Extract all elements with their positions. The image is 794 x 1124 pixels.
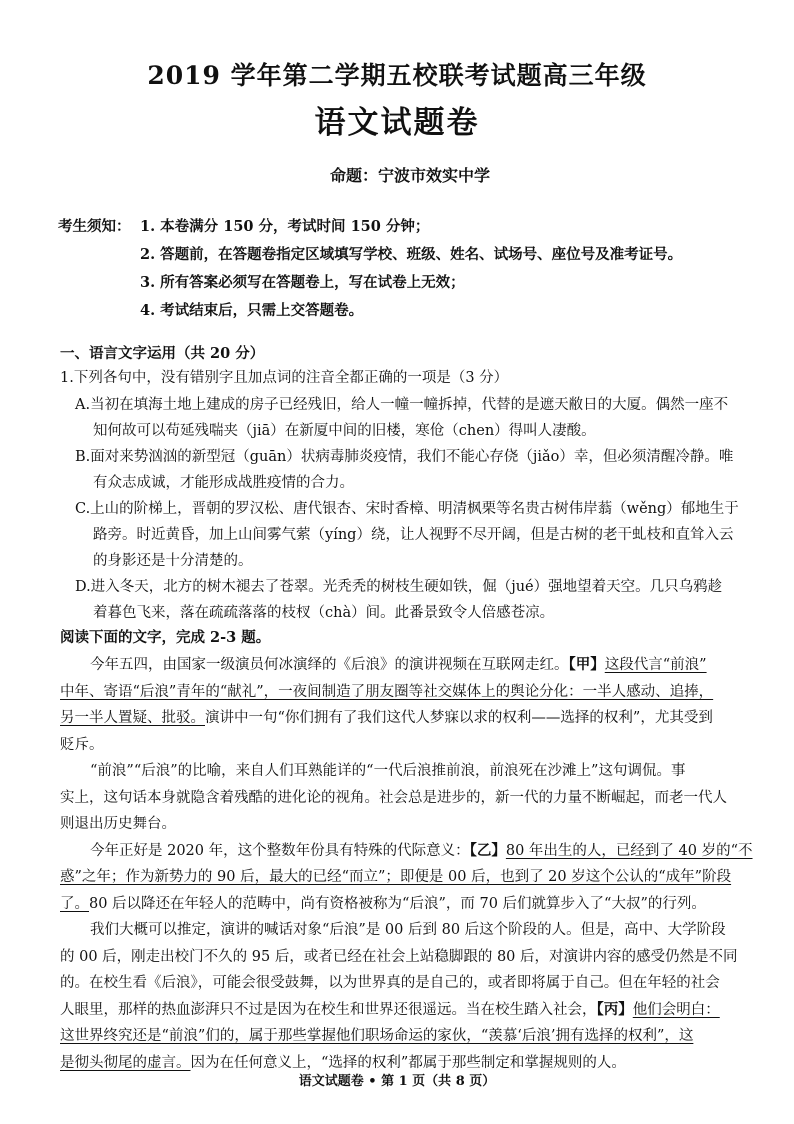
underlined-text: 中年、寄语“后浪”青年的“献礼”，一夜间制造了朋友圈等社交媒体上的舆论分化：一半人感动、追捧， (60, 683, 714, 700)
text-run: 演讲中一句“你们拥有了我们这代人梦寐以求的权利——选择的权利”，尤其受到 (205, 710, 713, 726)
passage-paragraph-3 (60, 838, 760, 918)
page-footer: 语文试题卷 • 第 1 页（共 8 页） (298, 1074, 496, 1089)
text-run: “前浪”“后浪”的比喻，来自人们耳熟能详的“一代后浪推前浪，前浪死在沙滩上”这句调侃。事 (90, 763, 686, 779)
question-stem: 1.下列各句中，没有错别字且加点词的注音全都正确的一项是（3 分） (60, 370, 509, 386)
marker-bing: 【丙】 (596, 1000, 633, 1018)
text-run: 今年正好是 2020 年，这个整数年份具有特殊的代际意义： (90, 842, 470, 859)
passage-paragraph-2 (60, 758, 760, 838)
text-run: 的 00 后，刚走出校门不久的 95 后，或者已经在社会上站稳脚跟的 80 后，对演讲内容的感受仍然是不同 (60, 948, 738, 965)
notice-item: 3. 所有答案必须写在答题卷上，写在试卷上无效； (140, 274, 465, 291)
underlined-text: 是彻头彻尾的虚言。 (60, 1054, 191, 1071)
underlined-text: 这段代言“前浪” (604, 657, 707, 673)
underlined-text: 80 年出生的人，已经到了 40 岁的“不 (505, 842, 753, 859)
text-run: 因为在任何意义上，“选择的权利”都属于那些制定和掌握规则的人。 (190, 1054, 626, 1071)
exam-content (60, 343, 760, 1076)
option-a (60, 392, 760, 444)
text-run: 的。在校生看《后浪》，可能会很受鼓舞，以为世界真的是自己的，或者即将属于自己。但在年轻的社会 (60, 975, 720, 991)
marker-jia: 【甲】 (568, 656, 605, 673)
option-line: 路旁。时近黄昏，加上山间雾气萦（yíng）绕，让人视野不尽开阔，但是古树的老干虬枝和直耸入云 (93, 527, 734, 543)
notice-item: 1. 本卷满分 150 分，考试时间 150 分钟； (140, 218, 430, 235)
underlined-text: 另一半人置疑、批驳。 (60, 710, 205, 726)
option-c (60, 496, 760, 574)
marker-yi: 【乙】 (469, 841, 506, 859)
underlined-text: 了。 (60, 895, 89, 912)
text-run: 今年五四，由国家一级演员何冰演绎的《后浪》的演讲视频在互联网走红。 (90, 657, 569, 673)
option-line: C.上山的阶梯上，晋朝的罗汉松、唐代银杏、宋时香樟、明清枫栗等名贵古树伟岸蓊（wěng）郁地生于 (75, 501, 739, 517)
option-line: 有众志成诚，才能形成战胜疫情的合力。 (93, 475, 354, 491)
exam-title: 2019 学年第二学期五校联考试题高三年级 (147, 61, 647, 90)
text-run: 80 后以降还在年轻人的范畴中，尚有资格被称为“后浪”，而 70 后们就算步入了“大叔”的行列。 (89, 895, 706, 912)
option-b (60, 444, 760, 496)
author-line: 命题：宁波市效实中学 (330, 166, 491, 185)
text-run: 我们大概可以推定，演讲的喊话对象“后浪”是 00 后到 80 后这个阶段的人。但是，高中、大学阶段 (90, 922, 726, 938)
text-run: 贬斥。 (60, 736, 104, 753)
paper-title: 语文试题卷 (314, 105, 480, 141)
option-line: 的身影还是十分清楚的。 (93, 553, 253, 569)
option-line: 知何故可以苟延残喘夹（jiā）在新厦中间的旧楼，寒伧（chen）得叫人凄酸。 (93, 423, 596, 439)
text-run: 人眼里，那样的热血澎湃只不过是因为在校生和世界还很遥远。当在校生踏入社会， (60, 1001, 597, 1018)
underlined-text: 惑”之年；作为新势力的 90 后，最大的已经“而立”；即便是 00 后，也到了 20 岁这个公认的“成年”阶段 (60, 869, 732, 885)
notice-item: 2. 答题前，在答题卷指定区域填写学校、班级、姓名、试场号、座位号及准考证号。 (140, 246, 683, 263)
option-line: 着暮色飞来，落在疏疏落落的枝杈（chà）间。此番景致令人倍感苍凉。 (93, 605, 555, 621)
option-line: A.当初在填海土地上建成的房子已经残旧，给人一幢一幢拆掉，代替的是遮天敝日的大厦。偶然一座不 (75, 397, 729, 413)
underlined-text: 他们会明白： (632, 1001, 720, 1018)
option-line: D.进入冬天，北方的树木褪去了苍翠。光秃秃的树枝生硬如铁，倔（jué）强地望着天空。几只乌鸦趁 (75, 579, 723, 595)
reading-heading: 阅读下面的文字，完成 2-3 题。 (60, 629, 271, 646)
option-line: B.面对来势汹汹的新型冠（guān）状病毒肺炎疫情，我们不能心存侥（jiǎo）幸，但必须清醒冷静。唯 (75, 449, 734, 465)
passage-paragraph-1 (60, 652, 760, 758)
exam-notice (58, 216, 758, 328)
notice-label: 考生须知： (58, 218, 131, 235)
text-run: 则退出历史舞台。 (60, 816, 176, 832)
text-run: 实上，这句话本身就隐含着残酷的进化论的视角。社会总是进步的，新一代的力量不断崛起，而老一代人 (60, 789, 727, 806)
option-d (60, 574, 760, 626)
section-heading: 一、语言文字运用（共 20 分） (60, 345, 265, 362)
passage-paragraph-4 (60, 917, 760, 1076)
notice-item: 4. 考试结束后，只需上交答题卷。 (140, 302, 364, 319)
underlined-text: 这世界终究还是“前浪”们的，属于那些掌握他们职场命运的家伙，“羡慕‘后浪’拥有选择的权利”，这 (60, 1028, 694, 1044)
